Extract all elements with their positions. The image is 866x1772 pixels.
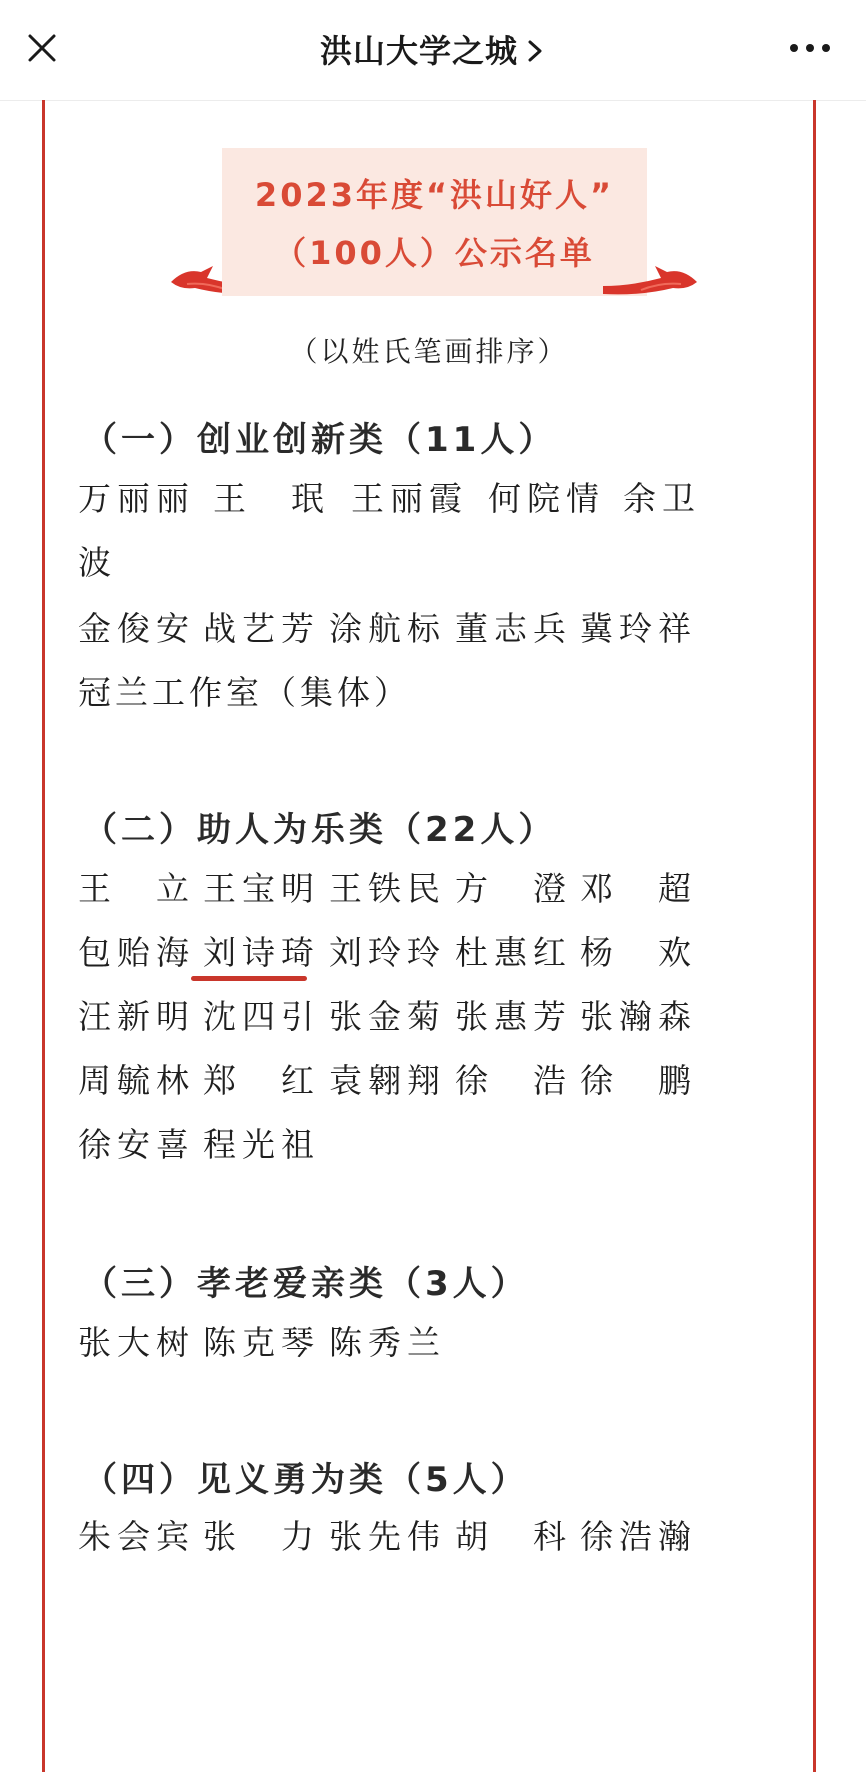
list-item: 王铁民 bbox=[329, 869, 446, 908]
list-item: 张惠芳 bbox=[455, 997, 572, 1036]
section-heading-2: （二）助人为乐类（22人） bbox=[83, 810, 557, 850]
list-item: 金俊安 bbox=[78, 609, 195, 648]
list-item: 王 珉 bbox=[213, 479, 330, 518]
list-item: 刘玲玲 bbox=[329, 933, 446, 972]
list-item: 程光祖 bbox=[203, 1125, 320, 1164]
list-item: 徐 鹏 bbox=[580, 1061, 697, 1100]
chevron-right-icon bbox=[524, 38, 546, 64]
list-item: 冠兰工作室（集体） bbox=[78, 673, 411, 712]
list-item: 张先伟 bbox=[329, 1517, 446, 1556]
list-item: 王 立 bbox=[78, 869, 195, 908]
list-item: 余卫 bbox=[623, 479, 701, 518]
title-line-2: （100人）公示名单 bbox=[274, 234, 595, 272]
list-item: 郑 红 bbox=[203, 1061, 320, 1100]
list-item: 杜惠红 bbox=[455, 933, 572, 972]
ribbon-decoration-right bbox=[601, 262, 701, 302]
article-body bbox=[42, 100, 816, 1772]
list-item: 张瀚森 bbox=[580, 997, 697, 1036]
section-heading-4: （四）见义勇为类（5人） bbox=[83, 1460, 529, 1500]
list-item: 张 力 bbox=[203, 1517, 320, 1556]
list-item: 波 bbox=[78, 543, 117, 582]
highlighted-name: 刘诗琦 bbox=[203, 933, 320, 972]
list-item: 袁翱翔 bbox=[329, 1061, 446, 1100]
list-item: 王宝明 bbox=[203, 869, 320, 908]
list-item: 万丽丽 bbox=[78, 479, 195, 518]
list-item: 沈四引 bbox=[203, 997, 320, 1036]
list-item: 徐浩瀚 bbox=[580, 1517, 697, 1556]
list-item: 包贻海 bbox=[78, 933, 195, 972]
list-item: 杨 欢 bbox=[580, 933, 697, 972]
list-item: 冀玲祥 bbox=[580, 609, 697, 648]
red-underline-mark bbox=[191, 976, 307, 981]
sort-note: （以姓氏笔画排序） bbox=[289, 335, 569, 368]
list-item: 朱会宾 bbox=[78, 1517, 195, 1556]
top-nav-bar bbox=[0, 0, 866, 101]
list-item: 何院情 bbox=[488, 479, 605, 518]
section-heading-1: （一）创业创新类（11人） bbox=[83, 420, 557, 460]
title-banner bbox=[222, 148, 647, 296]
section-heading-3: （三）孝老爱亲类（3人） bbox=[83, 1264, 529, 1304]
more-icon[interactable] bbox=[788, 38, 832, 58]
list-item: 涂航标 bbox=[329, 609, 446, 648]
list-item: 张大树 bbox=[78, 1323, 195, 1362]
list-item: 徐 浩 bbox=[455, 1061, 572, 1100]
list-item: 邓 超 bbox=[580, 869, 697, 908]
list-item: 战艺芳 bbox=[203, 609, 320, 648]
list-item: 徐安喜 bbox=[78, 1125, 195, 1164]
list-item: 王丽霞 bbox=[351, 479, 468, 518]
list-item: 陈克琴 bbox=[203, 1323, 320, 1362]
list-item: 方 澄 bbox=[455, 869, 572, 908]
nav-title[interactable] bbox=[0, 26, 866, 72]
title-line-1: 2023年度“洪山好人” bbox=[254, 176, 615, 214]
list-item: 胡 科 bbox=[455, 1517, 572, 1556]
account-name[interactable]: 洪山大学之城 bbox=[319, 32, 518, 70]
list-item: 董志兵 bbox=[455, 609, 572, 648]
list-item: 汪新明 bbox=[78, 997, 195, 1036]
list-item: 张金菊 bbox=[329, 997, 446, 1036]
list-item: 陈秀兰 bbox=[329, 1323, 446, 1362]
list-item: 周毓林 bbox=[78, 1061, 195, 1100]
